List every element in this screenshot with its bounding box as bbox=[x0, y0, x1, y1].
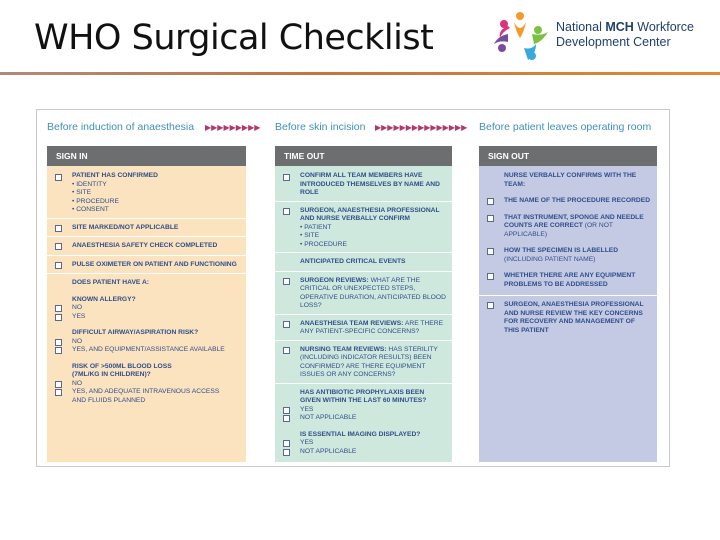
allergy-yes-option bbox=[72, 313, 240, 322]
anaesthesia-check-item bbox=[47, 237, 246, 256]
checkbox[interactable] bbox=[55, 381, 62, 388]
patient-risk-section bbox=[47, 274, 246, 408]
allergy-question: KNOWN ALLERGY? bbox=[72, 295, 136, 303]
checkbox[interactable] bbox=[55, 174, 62, 181]
time-out-body bbox=[275, 166, 452, 462]
procedure-name-label: THE NAME OF THE PROCEDURE RECORDED bbox=[504, 197, 651, 204]
time-out-heading: TIME OUT bbox=[275, 146, 452, 166]
nursing-reviews-text: HAS STERILITY (INCLUDING INDICATOR RESULTS) BEEN CONFIRMED? ARE THERE EQUIPMENT ISSUES OR ANY CONCERNS? bbox=[300, 345, 438, 378]
anticipated-label: ANTICIPATED CRITICAL EVENTS bbox=[300, 258, 406, 265]
patient-confirmed-item bbox=[47, 166, 246, 219]
checkbox[interactable] bbox=[487, 273, 494, 280]
surgeon-reviews-label: SURGEON REVIEWS: bbox=[300, 276, 369, 284]
anaesthesia-reviews-item bbox=[275, 315, 452, 341]
specimen-text: (INCLUDING PATIENT NAME) bbox=[504, 255, 596, 263]
imaging-na-label: NOT APPLICABLE bbox=[300, 447, 357, 455]
surgeon-reviews-item bbox=[275, 272, 452, 315]
specimen-item bbox=[479, 242, 657, 267]
team-intro-label: CONFIRM ALL TEAM MEMBERS HAVE INTRODUCED THEMSELVES BY NAME AND ROLE bbox=[300, 172, 440, 196]
pulse-oximeter-label: PULSE OXIMETER ON PATIENT AND FUNCTIONING bbox=[72, 260, 237, 268]
patient-confirmed-label: PATIENT HAS CONFIRMED bbox=[72, 172, 158, 179]
counts-label: THAT INSTRUMENT, SPONGE AND NEEDLE COUNTS ARE CORRECT bbox=[504, 213, 644, 229]
airway-no-label: NO bbox=[72, 337, 83, 345]
allergy-no-option bbox=[72, 304, 240, 313]
verbal-procedure: • PROCEDURE bbox=[300, 240, 347, 248]
logo-text bbox=[556, 20, 694, 50]
verbal-confirm-item bbox=[275, 202, 452, 254]
airway-yes-label: YES, AND EQUIPMENT/ASSISTANCE AVAILABLE bbox=[72, 346, 225, 353]
imaging-yes-label: YES bbox=[300, 439, 314, 446]
imaging-yes-option bbox=[300, 439, 446, 448]
bloodloss-yes-option bbox=[72, 388, 240, 397]
surgeon-reviews-text: WHAT ARE THE CRITICAL OR UNEXPECTED STEPS, OPERATIVE DURATION, ANTICIPATED BLOOD LOSS? bbox=[300, 276, 446, 309]
checkbox[interactable] bbox=[55, 339, 62, 346]
checkbox[interactable] bbox=[55, 347, 62, 354]
checkbox[interactable] bbox=[283, 208, 290, 215]
verbal-confirm-label: SURGEON, ANAESTHESIA PROFESSIONAL AND NURSE VERBALLY CONFIRM bbox=[300, 206, 440, 222]
specimen-label: HOW THE SPECIMEN IS LABELLED bbox=[504, 247, 619, 254]
counts-text: (OR NOT APPLICABLE) bbox=[504, 222, 613, 238]
antibiotic-yes-label: YES bbox=[300, 405, 314, 413]
bloodloss-no-label: NO bbox=[72, 379, 83, 387]
logo-line2: Development Center bbox=[556, 35, 671, 49]
sign-in-heading: SIGN IN bbox=[47, 146, 246, 166]
procedure-name-item bbox=[479, 192, 657, 209]
time-out-column bbox=[275, 146, 452, 462]
key-concerns-label: SURGEON, ANAESTHESIA PROFESSIONAL AND NURSE REVIEW THE KEY CONCERNS FOR RECOVERY AND MANAGEMENT OF THIS PATIENT bbox=[504, 301, 644, 334]
checkbox[interactable] bbox=[55, 314, 62, 321]
nurse-confirms-item bbox=[479, 166, 657, 192]
pulse-oximeter-item bbox=[47, 256, 246, 275]
mch-logo bbox=[488, 4, 718, 68]
antibiotic-yes-option bbox=[300, 406, 446, 415]
phase-label-induction: Before induction of anaesthesia bbox=[47, 121, 195, 133]
antibiotic-na-option bbox=[300, 414, 446, 423]
checklist-card bbox=[36, 109, 670, 467]
phase-arrows-1: ▶▶▶▶▶▶▶▶▶ bbox=[205, 123, 261, 132]
bloodloss-question: RISK OF >500ML BLOOD LOSS bbox=[72, 362, 172, 370]
sign-out-body bbox=[479, 166, 657, 462]
anaesthesia-reviews-text: ARE THERE ANY PATIENT-SPECIFIC CONCERNS? bbox=[300, 319, 444, 335]
checkbox[interactable] bbox=[487, 248, 494, 255]
site-marked-item bbox=[47, 219, 246, 238]
checkbox[interactable] bbox=[283, 407, 290, 414]
airway-question: DIFFICULT AIRWAY/ASPIRATION RISK? bbox=[72, 329, 199, 336]
checkbox[interactable] bbox=[55, 389, 62, 396]
sign-out-heading: SIGN OUT bbox=[479, 146, 657, 166]
airway-yes-option bbox=[72, 346, 240, 355]
checkbox[interactable] bbox=[55, 262, 62, 269]
verbal-patient: • PATIENT bbox=[300, 223, 332, 231]
sign-in-column bbox=[47, 146, 246, 462]
anaesthesia-reviews-label: ANAESTHESIA TEAM REVIEWS: bbox=[300, 319, 404, 327]
team-intro-item bbox=[275, 166, 452, 202]
imaging-question: IS ESSENTIAL IMAGING DISPLAYED? bbox=[300, 430, 421, 438]
sign-out-column bbox=[479, 146, 657, 462]
nursing-reviews-item bbox=[275, 341, 452, 384]
nurse-confirms-label: NURSE VERBALLY CONFIRMS WITH THE TEAM: bbox=[504, 172, 637, 188]
checkbox[interactable] bbox=[283, 278, 290, 285]
logo-people-icon bbox=[488, 4, 554, 68]
logo-mch: MCH bbox=[605, 20, 634, 34]
equipment-problems-label: WHETHER THERE ARE ANY EQUIPMENT PROBLEMS TO BE ADDRESSED bbox=[504, 272, 636, 288]
anticipated-events-header bbox=[275, 253, 452, 272]
antibiotic-question: HAS ANTIBIOTIC PROPHYLAXIS BEEN GIVEN WITHIN THE LAST 60 MINUTES? bbox=[300, 388, 427, 404]
nursing-reviews-label: NURSING TEAM REVIEWS: bbox=[300, 345, 387, 353]
bloodloss-yes-label: YES, AND ADEQUATE INTRAVENOUS ACCESS bbox=[72, 388, 220, 395]
checkbox[interactable] bbox=[487, 302, 494, 309]
checkbox[interactable] bbox=[283, 440, 290, 447]
confirm-identity: • IDENTITY bbox=[72, 180, 107, 188]
checkbox[interactable] bbox=[283, 449, 290, 456]
equipment-problems-item bbox=[479, 267, 657, 296]
verbal-site: • SITE bbox=[300, 232, 320, 239]
checkbox[interactable] bbox=[283, 415, 290, 422]
site-marked-label: SITE MARKED/NOT APPLICABLE bbox=[72, 223, 179, 231]
checkbox[interactable] bbox=[283, 347, 290, 354]
phase-label-leaves: Before patient leaves operating room bbox=[479, 121, 652, 133]
confirm-consent: • CONSENT bbox=[72, 206, 109, 213]
checkbox[interactable] bbox=[487, 215, 494, 222]
phase-label-incision: Before skin incision bbox=[275, 121, 366, 133]
airway-no-option bbox=[72, 338, 240, 347]
logo-suffix: Workforce bbox=[633, 20, 695, 34]
logo-line1 bbox=[556, 20, 694, 34]
confirm-site: • SITE bbox=[72, 189, 92, 196]
antibiotic-na-label: NOT APPLICABLE bbox=[300, 414, 357, 421]
anaesthesia-check-label: ANAESTHESIA SAFETY CHECK COMPLETED bbox=[72, 242, 218, 249]
checkbox[interactable] bbox=[55, 305, 62, 312]
checkbox[interactable] bbox=[283, 174, 290, 181]
phase-arrows-2: ▶▶▶▶▶▶▶▶▶▶▶▶▶▶▶ bbox=[375, 123, 468, 132]
does-patient-have-label: DOES PATIENT HAVE A: bbox=[72, 279, 150, 286]
slide-title: WHO Surgical Checklist bbox=[34, 18, 434, 58]
antibiotic-imaging-section bbox=[275, 384, 452, 460]
title-divider bbox=[0, 72, 720, 75]
checkbox[interactable] bbox=[55, 243, 62, 250]
allergy-no-label: NO bbox=[72, 304, 83, 311]
key-concerns-item bbox=[479, 296, 657, 338]
counts-item bbox=[479, 209, 657, 243]
logo-prefix: National bbox=[556, 20, 606, 34]
confirm-procedure: • PROCEDURE bbox=[72, 197, 119, 205]
checkbox[interactable] bbox=[283, 321, 290, 328]
imaging-na-option bbox=[300, 448, 446, 457]
bloodloss-question-children: (7ML/KG IN CHILDREN)? bbox=[72, 371, 151, 378]
allergy-yes-label: YES bbox=[72, 312, 86, 320]
bloodloss-no-option bbox=[72, 380, 240, 389]
checkbox[interactable] bbox=[487, 198, 494, 205]
sign-in-body bbox=[47, 166, 246, 462]
checkbox[interactable] bbox=[55, 225, 62, 232]
bloodloss-yes-label-cont: AND FLUIDS PLANNED bbox=[72, 396, 146, 404]
